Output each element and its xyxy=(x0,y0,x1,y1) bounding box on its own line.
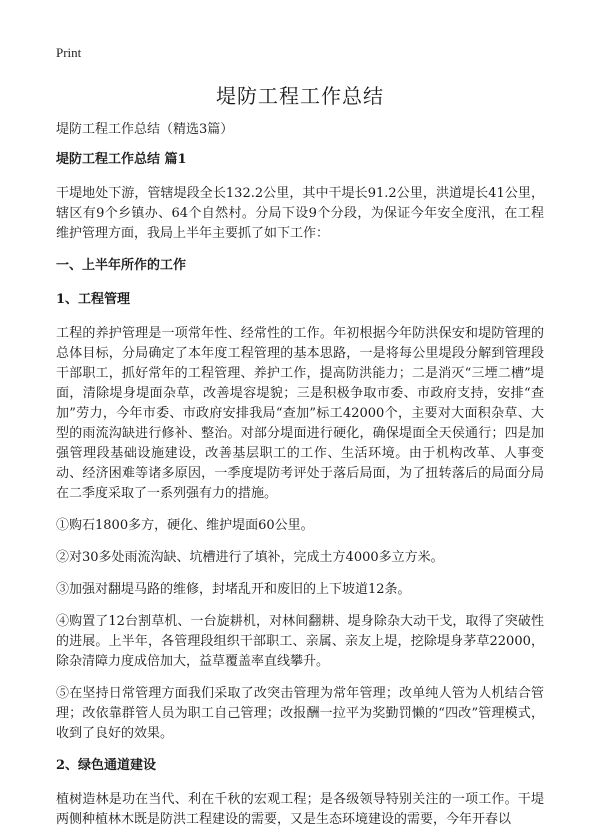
list-item: ①购石1800多方，硬化、维护堤面60公里。 xyxy=(56,518,314,533)
article-content xyxy=(56,150,544,828)
intro-paragraph: 干堤地处下游，管辖堤段全长132.2公里，其中干堤长91.2公里，洪道堤长41公里，辖区有9个乡镇办、64个自然村。分局下设9个分段，为保证今年安全度汛，在工程维护管理方面，我局上半年主要抓了如下工作： xyxy=(56,186,544,241)
green-channel-paragraph: 植树造林是功在当代、利在千秋的宏观工程；是各级领导特别关注的一项工作。干堤两侧种植林木既是防洪工程建设的需要，又是生态环境建设的需要，今年开春以 xyxy=(56,792,544,827)
subsection-heading-green-channel: 2、绿色通道建设 xyxy=(56,758,157,773)
article-heading: 堤防工程工作总结 篇1 xyxy=(56,152,187,167)
print-link[interactable]: Print xyxy=(56,45,82,60)
list-item: ④购置了12台割草机、一台旋耕机，对林间翻耕、堤身除杂大动干戈，取得了突破性的进展。上半年，各管理段组织干部职工、亲属、亲友上堤，挖除堤身茅草22000，除杂清障力度成倍加大，益草覆盖率直线攀升。 xyxy=(56,614,544,669)
subsection-heading-engineering: 1、工程管理 xyxy=(56,292,131,307)
document-subtitle: 堤防工程工作总结（精选3篇） xyxy=(56,122,234,137)
list-item: ③加强对翻堤马路的维修，封堵乱开和废旧的上下坡道12条。 xyxy=(56,582,411,597)
page-title: 堤防工程工作总结 xyxy=(216,84,384,108)
section-heading: 一、上半年所作的工作 xyxy=(56,258,187,273)
list-item: ⑤在坚持日常管理方面我们采取了改突击管理为常年管理；改单纯人管为人机结合管理；改依靠群管人员为职工自己管理；改报酬一拉平为奖勤罚懒的“四改”管理模式，收到了良好的效果。 xyxy=(56,686,544,741)
list-item: ②对30多处雨流沟缺、坑槽进行了填补，完成土方4000多立方米。 xyxy=(56,550,444,565)
engineering-paragraph: 工程的养护管理是一项常年性、经常性的工作。年初根据今年防洪保安和堤防管理的总体目标，分局确定了本年度工程管理的基本思路，一是将每公里堤段分解到管理段干部职工，抓好常年的工程管理、养护工作，提高防洪能力；二是消灭“三堙二槽”堤面，清除堤身堤面杂草，改善堤容堤貌；三是积极争取市委、市政府支持，安排“查加”劳力，今年市委、市政府安排我局“查加”标工42000个，主要对大面积杂草、大型的雨流沟缺进行修补、整治。对部分堤面进行硬化，确保堤面全天侯通行；四是加强管理段基础设施建设，改善基层职工的工作、生活环境。由于机构改革、人事变动、经济困难等诸多原因，一季度堤防考评处于落后局面，为了扭转落后的局面分局在二季度采取了一系列强有力的措施。 xyxy=(56,326,544,501)
